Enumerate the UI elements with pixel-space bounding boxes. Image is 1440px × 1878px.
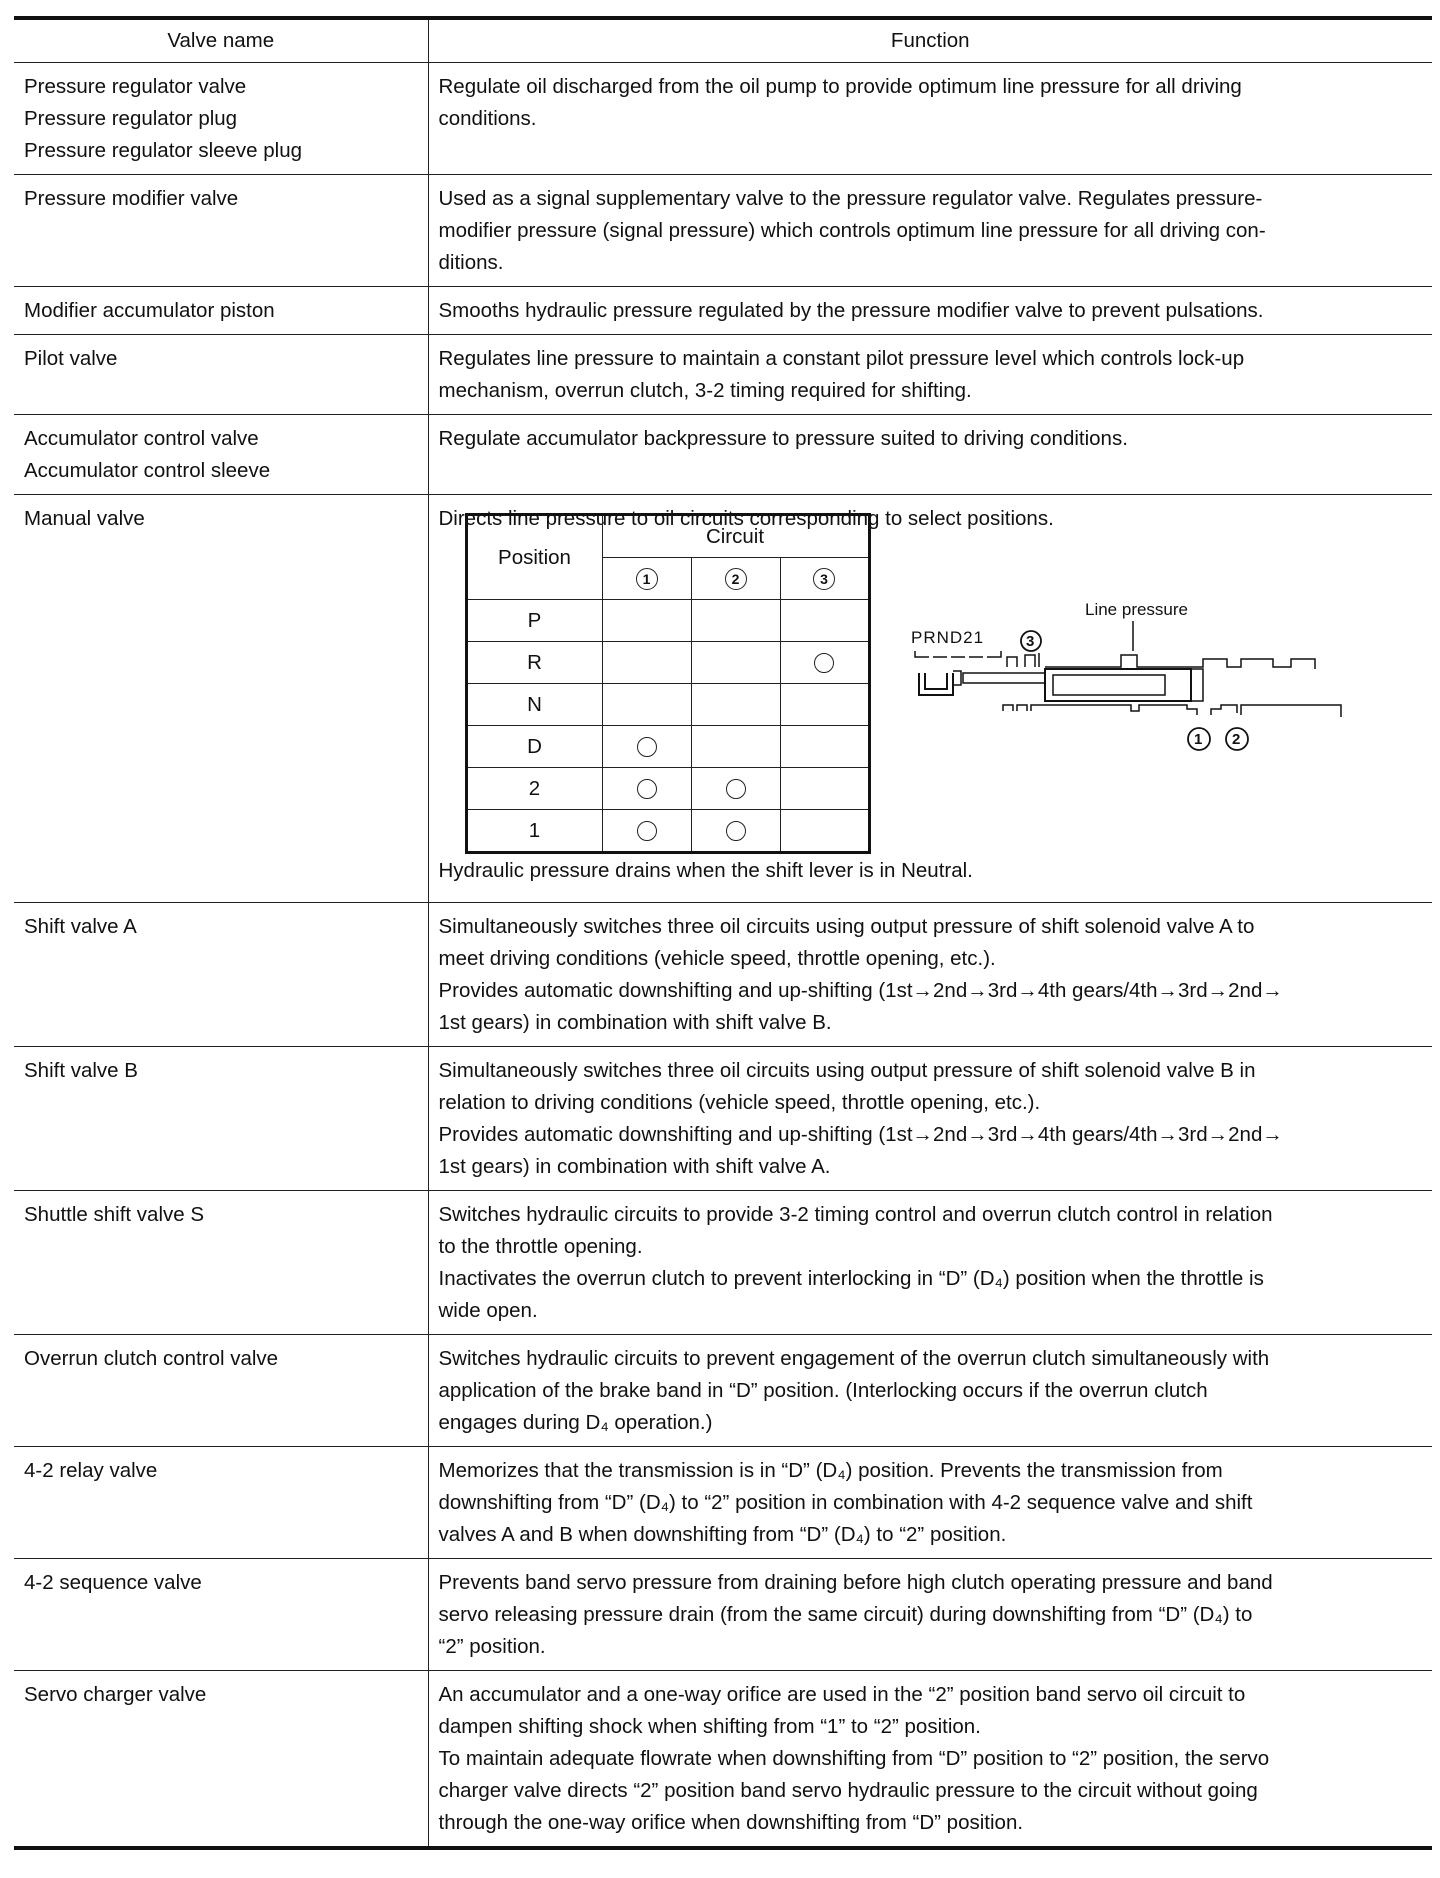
port-3-label: 3 [1025, 633, 1034, 650]
circuit-cell [602, 642, 691, 684]
valve-name: Pressure regulator sleeve plug [24, 139, 303, 162]
function-text-line: Simultaneously switches three oil circuits using output pressure of shift solenoid valve B in [438, 1059, 1256, 1082]
valve-name-cell [14, 495, 428, 903]
function-text-line: Smooths hydraulic pressure regulated by the pressure modifier valve to prevent pulsations. [438, 299, 1264, 322]
function-cell [428, 63, 1432, 175]
circle-mark-icon [814, 653, 834, 673]
valve-name-cell [14, 1047, 428, 1191]
position-label: P [466, 600, 602, 642]
table-row-4-2-relay-valve [14, 1447, 1432, 1559]
function-text-line: servo releasing pressure drain (from the same circuit) during downshifting from “D” (D₄) to [438, 1603, 1253, 1626]
function-text-line: Memorizes that the transmission is in “D” (D₄) position. Prevents the transmission from [438, 1459, 1223, 1482]
function-cell [428, 1559, 1432, 1671]
valve-name: Pressure regulator valve [24, 75, 247, 98]
function-text-line: Prevents band servo pressure from draining before high clutch operating pressure and band [438, 1571, 1273, 1594]
position-header: Position [466, 515, 602, 600]
position-circuit-table [465, 513, 871, 854]
table-row-manual-valve [14, 495, 1432, 903]
table-row-pressure-regulator-valve [14, 63, 1432, 175]
valve-name: Accumulator control valve [24, 427, 259, 450]
valve-name-cell [14, 903, 428, 1047]
valve-name: Pilot valve [24, 347, 118, 370]
function-text-line: meet driving conditions (vehicle speed, throttle opening, etc.). [438, 947, 996, 970]
circuit-cell [691, 642, 780, 684]
valve-name-cell [14, 175, 428, 287]
function-text-line: Regulate accumulator backpressure to pressure suited to driving conditions. [438, 427, 1128, 450]
circuit-cell [602, 600, 691, 642]
position-label: D [466, 726, 602, 768]
valve-name-cell [14, 1335, 428, 1447]
table-row-shift-valve-b [14, 1047, 1432, 1191]
position-row [466, 642, 869, 684]
circuit-cell [691, 810, 780, 853]
function-cell [428, 335, 1432, 415]
function-text-line: application of the brake band in “D” position. (Interlocking occurs if the overrun clutch [438, 1379, 1208, 1402]
circuit-cell [691, 600, 780, 642]
circuit-cell [780, 684, 869, 726]
function-cell [428, 287, 1432, 335]
position-label: R [466, 642, 602, 684]
selector-label: PRND21 [910, 628, 984, 647]
circuit-cell [780, 768, 869, 810]
line-pressure-label: Line pressure [1084, 600, 1188, 619]
circuit-cell [780, 642, 869, 684]
valve-name: 4-2 sequence valve [24, 1571, 202, 1594]
table-row-overrun-clutch-control-valve [14, 1335, 1432, 1447]
function-cell [428, 1447, 1432, 1559]
function-text-line: 1st gears) in combination with shift valve B. [438, 1011, 832, 1034]
position-row [466, 684, 869, 726]
valve-name-cell [14, 335, 428, 415]
function-text-line: through the one-way orifice when downshifting from “D” position. [438, 1811, 1024, 1834]
circle-mark-icon [637, 737, 657, 757]
position-rows [466, 600, 869, 853]
valve-function-table [14, 16, 1432, 1850]
function-text-line: Regulates line pressure to maintain a constant pilot pressure level which controls lock-up [438, 347, 1245, 370]
function-text-line: Inactivates the overrun clutch to prevent interlocking in “D” (D₄) position when the throttle is [438, 1267, 1264, 1290]
circuit-number-label: 2 [725, 568, 747, 590]
function-cell [428, 415, 1432, 495]
table-row-pilot-valve [14, 335, 1432, 415]
function-cell [428, 1335, 1432, 1447]
valve-name-cell [14, 1559, 428, 1671]
table-row-modifier-accumulator-piston [14, 287, 1432, 335]
function-text-line: engages during D₄ operation.) [438, 1411, 713, 1434]
valve-name: Shuttle shift valve S [24, 1203, 205, 1226]
function-text-line: 1st gears) in combination with shift valve A. [438, 1155, 831, 1178]
circuit-number-2 [691, 558, 780, 600]
circuit-cell [780, 600, 869, 642]
position-row [466, 726, 869, 768]
circuit-cell [602, 726, 691, 768]
valve-name: 4-2 relay valve [24, 1459, 158, 1482]
function-text-line: Switches hydraulic circuits to provide 3-2 timing control and overrun clutch control in relation [438, 1203, 1273, 1226]
circuit-cell [780, 726, 869, 768]
function-cell [428, 1671, 1432, 1849]
table-row-shuttle-shift-valve-s [14, 1191, 1432, 1335]
manual-valve-diagram [911, 593, 1351, 763]
header-row [14, 18, 1432, 63]
valve-name: Manual valve [24, 507, 145, 530]
function-text-line: Used as a signal supplementary valve to the pressure regulator valve. Regulates pressure- [438, 187, 1263, 210]
function-text-line: Switches hydraulic circuits to prevent engagement of the overrun clutch simultaneously with [438, 1347, 1270, 1370]
position-row [466, 768, 869, 810]
function-text-line: conditions. [438, 107, 537, 130]
valve-name: Modifier accumulator piston [24, 299, 275, 322]
function-text-line: to the throttle opening. [438, 1235, 643, 1258]
function-cell [428, 903, 1432, 1047]
table-row-accumulator-control-valve [14, 415, 1432, 495]
circuit-cell [691, 768, 780, 810]
circuit-cell [691, 684, 780, 726]
function-text-line: dampen shifting shock when shifting from “1” to “2” position. [438, 1715, 981, 1738]
position-label: 1 [466, 810, 602, 853]
function-text-line: wide open. [438, 1299, 538, 1322]
function-text-line: Simultaneously switches three oil circuits using output pressure of shift solenoid valve A to [438, 915, 1255, 938]
circuit-cell [602, 684, 691, 726]
position-label: N [466, 684, 602, 726]
position-row [466, 600, 869, 642]
function-text-line: modifier pressure (signal pressure) which controls optimum line pressure for all driving con- [438, 219, 1266, 242]
valve-name-cell [14, 63, 428, 175]
function-cell [428, 175, 1432, 287]
circuit-number-1 [602, 558, 691, 600]
circuit-header: Circuit [602, 515, 869, 558]
valve-name: Shift valve A [24, 915, 137, 938]
valve-name: Pressure regulator plug [24, 107, 238, 130]
manual-valve-intro: Directs line pressure to oil circuits corresponding to select positions. [438, 507, 1054, 530]
valve-name: Servo charger valve [24, 1683, 207, 1706]
valve-name: Shift valve B [24, 1059, 138, 1082]
manual-valve-footer: Hydraulic pressure drains when the shift lever is in Neutral. [438, 859, 973, 882]
circuit-cell [602, 810, 691, 853]
function-cell [428, 1191, 1432, 1335]
function-text-line: charger valve directs “2” position band servo hydraulic pressure to the circuit without going [438, 1779, 1258, 1802]
function-text-line: Provides automatic downshifting and up-shifting (1st→2nd→3rd→4th gears/4th→3rd→2nd→ [438, 1123, 1283, 1146]
function-text-line: Regulate oil discharged from the oil pump to provide optimum line pressure for all driving [438, 75, 1242, 98]
circle-mark-icon [637, 779, 657, 799]
circuit-number-label: 1 [636, 568, 658, 590]
valve-name-cell [14, 415, 428, 495]
valve-name: Pressure modifier valve [24, 187, 239, 210]
valve-name: Overrun clutch control valve [24, 1347, 279, 1370]
manual-valve-section [14, 495, 1432, 903]
function-cell [428, 495, 1432, 903]
table-row-pressure-modifier-valve [14, 175, 1432, 287]
position-row [466, 810, 869, 853]
function-text-line: downshifting from “D” (D₄) to “2” position in combination with 4-2 sequence valve and shift [438, 1491, 1253, 1514]
manual-valve-content [439, 503, 1423, 895]
valve-name: Accumulator control sleeve [24, 459, 271, 482]
table-body-top [14, 63, 1432, 495]
table-row-shift-valve-a [14, 903, 1432, 1047]
function-text-line: Provides automatic downshifting and up-shifting (1st→2nd→3rd→4th gears/4th→3rd→2nd→ [438, 979, 1283, 1002]
function-text-line: To maintain adequate flowrate when downshifting from “D” position to “2” position, the servo [438, 1747, 1270, 1770]
port-2-label: 2 [1231, 731, 1240, 748]
valve-name-cell [14, 1671, 428, 1849]
circle-mark-icon [637, 821, 657, 841]
circle-mark-icon [726, 821, 746, 841]
table-row-servo-charger-valve [14, 1671, 1432, 1849]
valve-name-cell [14, 1191, 428, 1335]
valve-name-cell [14, 287, 428, 335]
function-cell [428, 1047, 1432, 1191]
circuit-cell [602, 768, 691, 810]
position-label: 2 [466, 768, 602, 810]
circuit-cell [780, 810, 869, 853]
table-body-bottom [14, 903, 1432, 1849]
circuit-number-3 [780, 558, 869, 600]
function-text-line: An accumulator and a one-way orifice are used in the “2” position band servo oil circuit to [438, 1683, 1246, 1706]
function-text-line: relation to driving conditions (vehicle speed, throttle opening, etc.). [438, 1091, 1041, 1114]
function-text-line: “2” position. [438, 1635, 546, 1658]
function-text-line: valves A and B when downshifting from “D” (D₄) to “2” position. [438, 1523, 1007, 1546]
valve-name-cell [14, 1447, 428, 1559]
port-1-label: 1 [1193, 731, 1202, 748]
valve-name-header: Valve name [14, 18, 428, 63]
function-text-line: ditions. [438, 251, 504, 274]
function-text-line: mechanism, overrun clutch, 3-2 timing required for shifting. [438, 379, 972, 402]
circuit-number-label: 3 [813, 568, 835, 590]
function-header: Function [428, 18, 1432, 63]
table-row-4-2-sequence-valve [14, 1559, 1432, 1671]
circle-mark-icon [726, 779, 746, 799]
circuit-cell [691, 726, 780, 768]
